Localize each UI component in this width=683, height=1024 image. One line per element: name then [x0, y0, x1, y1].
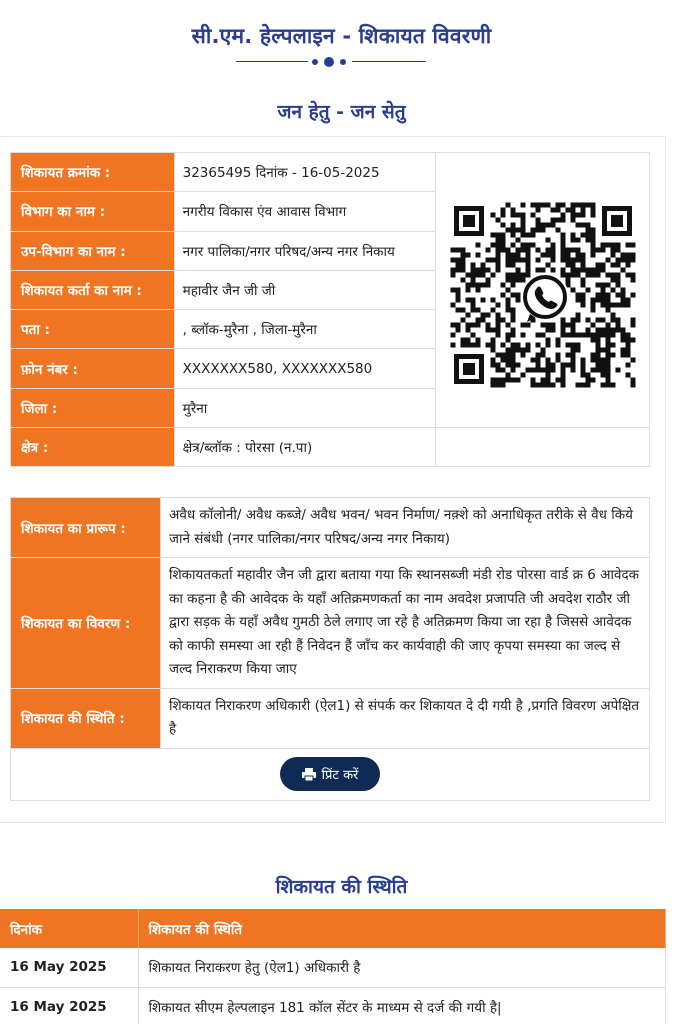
info-label: उप-विभाग का नाम : — [11, 231, 175, 270]
table-row — [0, 948, 666, 987]
info-value: महावीर जैन जी जी — [174, 270, 435, 309]
info-label: पता : — [11, 310, 175, 349]
qr-finder-top-right — [602, 206, 632, 236]
title-divider — [236, 56, 426, 68]
print-label: प्रिंट करें — [321, 768, 359, 783]
qr-finder-bottom-left — [454, 354, 484, 384]
info-value: नगर पालिका/नगर परिषद/अन्य नगर निकाय — [174, 231, 435, 270]
info-value: XXXXXXX580, XXXXXXX580 — [174, 349, 435, 388]
column-header-date: दिनांक — [0, 909, 138, 948]
printer-icon — [302, 768, 316, 781]
status-header-row — [0, 909, 666, 948]
print-row — [11, 748, 650, 800]
detail-label: शिकायत का प्रारूप : — [11, 498, 161, 558]
status-table — [0, 909, 666, 1024]
detail-row — [11, 558, 650, 689]
status-date: 16 May 2025 — [0, 987, 138, 1024]
detail-value: शिकायत निराकरण अधिकारी (ऐल1) से संपर्क कर शिकायत दे दी गयी है ,प्रगति विवरण अपेक्षित है — [161, 688, 650, 748]
info-row — [11, 153, 650, 192]
whatsapp-qr-icon[interactable] — [450, 202, 636, 388]
detail-label: शिकायत की स्थिति : — [11, 688, 161, 748]
info-value: मुरैना — [174, 388, 435, 427]
qr-cell — [436, 153, 650, 428]
info-label: शिकायत कर्ता का नाम : — [11, 270, 175, 309]
info-row — [11, 428, 650, 467]
info-label: फ़ोन नंबर : — [11, 349, 175, 388]
info-label: शिकायत क्रमांक : — [11, 153, 175, 192]
print-cell — [11, 748, 650, 800]
detail-row — [11, 498, 650, 558]
info-value: 32365495 दिनांक - 16-05-2025 — [174, 153, 435, 192]
info-label: क्षेत्र : — [11, 428, 175, 467]
status-section-title: शिकायत की स्थिति — [275, 876, 408, 898]
info-value: नगरीय विकास एंव आवास विभाग — [174, 192, 435, 231]
complaint-detail-table — [10, 497, 650, 801]
info-label: जिला : — [11, 388, 175, 427]
status-text: शिकायत निराकरण हेतु (ऐल1) अधिकारी है — [138, 948, 666, 987]
page-subtitle: जन हेतु - जन सेतु — [277, 101, 406, 123]
detail-value: शिकायतकर्ता महावीर जैन जी द्वारा बताया गया कि स्थानसब्जी मंडी रोड पोरसा वार्ड क्र 6 आवेदक का कहना है की आवेदक के यहाँ अतिक्रमणकर्ता का नाम अवदेश प्रजापति जी अवदेश राठौर जी द्वारा सड़क के यहाँ अवैध गुमठी ठेले लगाए जा रहे है अतिक्रमण किया जा रहा है जिससे आवेदक को काफी समस्या आ रही हैं निवेदन हैं जाँच कर कार्यवाही की जाए कृपया समस्या का जल्द से जल्द निराकरण किया जाए — [161, 558, 650, 689]
detail-row — [11, 688, 650, 748]
info-value: , ब्लॉक-मुरैना , जिला-मुरैना — [174, 310, 435, 349]
status-date: 16 May 2025 — [0, 948, 138, 987]
qr-finder-top-left — [454, 206, 484, 236]
info-label: विभाग का नाम : — [11, 192, 175, 231]
detail-value: अवैध कॉलोनी/ अवैध कब्जे/ अवैध भवन/ भवन निर्माण/ नक़्शे को अनाधिकृत तरीके से वैध किये जाने संबंधी (नगर पालिका/नगर परिषद/अन्य नगर निकाय) — [161, 498, 650, 558]
column-header-status: शिकायत की स्थिति — [138, 909, 666, 948]
print-button[interactable] — [280, 757, 381, 791]
detail-label: शिकायत का विवरण : — [11, 558, 161, 689]
info-value: क्षेत्र/ब्लॉक : पोरसा (न.पा) — [174, 428, 435, 467]
empty-cell — [436, 428, 650, 467]
table-row — [0, 987, 666, 1024]
complaint-info-table — [10, 152, 650, 467]
status-text: शिकायत सीएम हेल्पलाइन 181 कॉल सेंटर के माध्यम से दर्ज की गयी है| — [138, 987, 666, 1024]
page-title: सी.एम. हेल्पलाइन - शिकायत विवरणी — [191, 24, 492, 48]
